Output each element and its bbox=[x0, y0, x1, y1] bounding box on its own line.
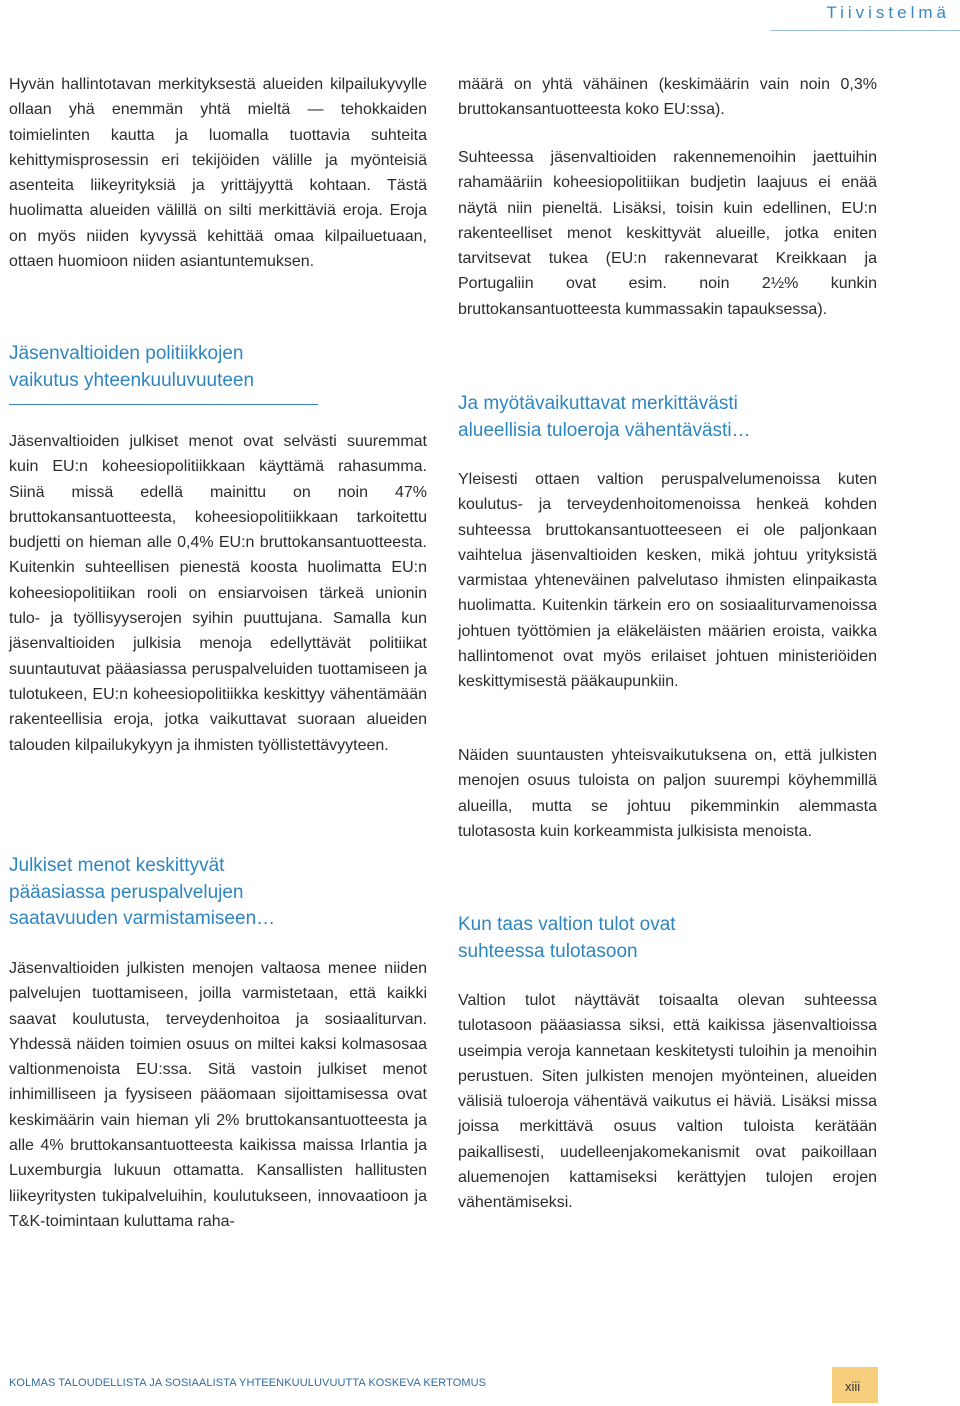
heading-line: pääasiassa peruspalvelujen bbox=[9, 881, 244, 903]
body-paragraph: Näiden suuntausten yhteisvaikutuksena on, että julkisten menojen osuus tuloista on paljon suurempi köyhemmillä alueilla, mutta se johtuu pikemminkin alemmasta tulotasosta kuin korkeammista julkisista menoista. bbox=[458, 747, 877, 840]
report-title: KOLMAS TALOUDELLISTA JA SOSIAALISTA YHTEENKUULUVUUTTA KOSKEVA KERTOMUS bbox=[9, 1377, 487, 1389]
section-heading-regional-disparities bbox=[458, 391, 751, 444]
header-rule bbox=[770, 30, 960, 31]
heading-line: Jäsenvaltioiden politiikkojen bbox=[9, 343, 244, 364]
section-heading-member-state-policies bbox=[9, 341, 254, 394]
section-heading-public-spending bbox=[9, 853, 275, 933]
body-paragraph: Suhteessa jäsenvaltioiden rakennemenoihin jaettuihin rahamääriin koheesiopolitiikan budjetin laajuus ei enää näytä niin pieneltä. Lisäksi, toisin kuin edellinen, EU:n rakenteelliset menot keskittyvät alueille, jotka eniten tarvitsevat tukea (EU:n rakennevarat Kreikkaan ja Portugaliin ovat esim. noin 2½% kunkin bruttokansantuotteesta kummassakin tapauksessa). bbox=[458, 149, 877, 318]
section-label: Tiivistelmä bbox=[826, 3, 950, 22]
body-paragraph: määrä on yhtä vähäinen (keskimäärin vain noin 0,3% bruttokansantuotteesta koko EU:ssa). bbox=[458, 76, 877, 119]
heading-line: Ja myötävaikuttavat merkittävästi bbox=[458, 393, 738, 414]
heading-line: suhteessa tulotasoon bbox=[458, 940, 638, 962]
heading-line: saatavuuden varmistamiseen… bbox=[9, 908, 276, 929]
heading-line: vaikutus yhteenkuuluvuuteen bbox=[9, 369, 255, 391]
heading-rule bbox=[9, 404, 318, 405]
body-paragraph: Jäsenvaltioiden julkisten menojen valtaosa menee niiden palvelujen tuottamiseen, joilla varmistetaan, että kaikki saavat koulutusta, terveydenhoitoa ja sosiaaliturvan. Yhdessä näiden toimien osuus on miltei kaksi kolmasosaa valtionmenoista EU:ssa. Sitä vastoin julkiset menot inhimilliseen ja fyysiseen pääomaan sijoittamisessa ovat keskimäärin vain hieman yli 2% bruttokansantuotteesta ja alle 4% bruttokansantuotteesta kaikissa maissa Irlantia ja Luxemburgia lukuun ottamatta. Kansallisten hallitusten liikeyritysten tukipalveluihin, koulutukseen, innovaatioon ja T&K-toimintaan kuluttama raha- bbox=[9, 960, 427, 1230]
body-paragraph: Valtion tulot näyttävät toisaalta olevan suhteessa tulotasoon pääasiassa siksi, että kaikissa jäsenvaltioissa useimpia veroja kannetaan keskitetysti tuloihin ja menoihin perustuen. Siten julkisten menojen myönteinen, alueiden välisiä tuloeroja vähentävä vaikutus ei häviä. Lisäksi missa joissa merkittävä osuus valtion tuloista kerätään paikallisesti, uudelleenjakomekanismit ovat paikoillaan aluemenojen kattamiseksi kerättyjen tulojen erojen vähentämiseksi. bbox=[458, 992, 877, 1212]
heading-line: Julkiset menot keskittyvät bbox=[9, 855, 225, 876]
body-paragraph: Jäsenvaltioiden julkiset menot ovat selvästi suuremmat kuin EU:n koheesiopolitiikkaan käyttämä rahasumma. Siinä missä edellä mainittu on noin 47% bruttokansantuotteesta, koheesiopolitiikkaan tarkoitettu budjetti on hieman alle 0,4% EU:n bruttokansantuotteesta. Kuitenkin suhteellisen pienestä koosta huolimatta EU:n koheesiopolitiikan rooli on ensiarvoisen tärkeä unionin tulo- ja työllisyyserojen syihin puuttujana. Samalla kun jäsenvaltioiden julkisia menoja edellyttävät politiikat suuntautuvat pääasiassa peruspalveluiden tuottamiseen ja tulotukeen, EU:n koheesiopolitiikka keskittyy vähentämään rakenteellisia eroja, jotka vaikuttavat suoraan alueiden talouden kilpailukykyyn ja ihmisten työllistettävyyteen. bbox=[9, 433, 427, 754]
section-heading-state-revenue bbox=[458, 912, 676, 965]
body-paragraph: Yleisesti ottaen valtion peruspalvelumenoissa kuten koulutus- ja terveydenhoitomenoissa henkeä kohden suhteessa bruttokansantuotteeseen ei ole paljonkaan vaihtelua jäsenvaltioiden kesken, mikä johtuu yrityksistä varmistaa yhteneväinen palvelutaso ihmisten elinpaikasta huolimatta. Kuitenkin tärkein ero on sosiaaliturvamenoissa johtuen työttömien ja eläkeläisten määrien eroista, vaikka hallintomenot ovat myös erilaiset johtuen ministeriöiden keskittymisestä pääkaupunkiin. bbox=[458, 471, 877, 691]
page-number: xiii bbox=[845, 1379, 861, 1394]
heading-line: alueellisia tuloeroja vähentävästi… bbox=[458, 419, 751, 441]
heading-line: Kun taas valtion tulot ovat bbox=[458, 914, 676, 935]
intro-paragraph: Hyvän hallintotavan merkityksestä alueiden kilpailukyvylle ollaan yhä enemmän yhtä mieltä — tehokkaiden toimielinten kautta ja luomalla tuottavia suhteita kehittymisprosessin eri tekijöiden välille ja myönteisiä asenteita liikeyrityksiä ja yrittäjyyttä kohtaan. Tästä huolimatta alueiden välillä on silti merkittäviä eroja. Eroja on myös niiden kyvyssä kehittää omaa kilpailuetuaan, ottaen huomioon niiden asiantuntemuksen. bbox=[9, 76, 427, 271]
